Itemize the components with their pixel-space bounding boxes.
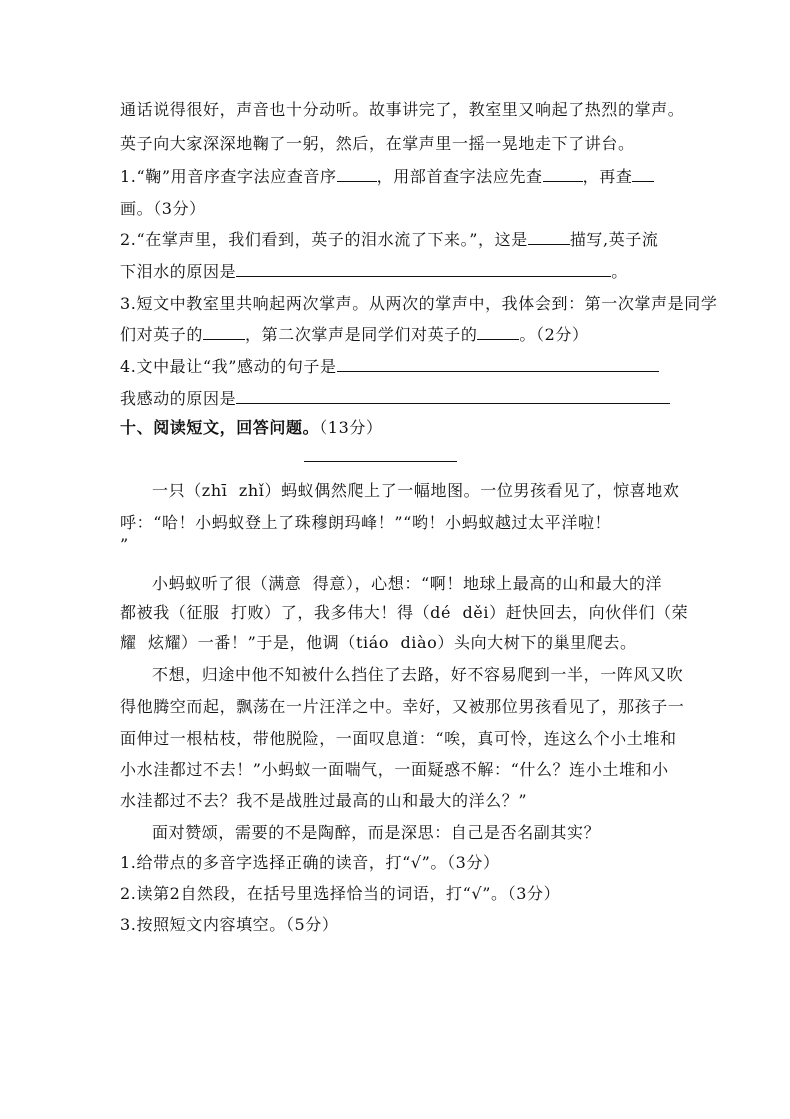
passage2-p3-line5: 水洼都过不去？我不是战胜过最高的山和最大的洋么？” xyxy=(120,791,528,810)
question-1-cont: 画。（3分） xyxy=(120,199,206,218)
passage2-p1-line3: ” xyxy=(120,535,129,554)
passage-title-blank[interactable] xyxy=(304,461,457,462)
q2-text-b: 描写,英子流 xyxy=(569,230,659,249)
question-1 xyxy=(120,167,654,187)
q1-blank-2[interactable] xyxy=(543,167,583,182)
section-10-heading xyxy=(120,418,383,438)
section10-question-2: 2.读第2自然段，在括号里选择恰当的词语，打“√”。（3分） xyxy=(120,884,561,903)
q1-text-b: ，用部首查字法应先查 xyxy=(376,167,543,186)
q4-text-b: 我感动的原因是 xyxy=(120,389,237,408)
question-2-cont xyxy=(120,262,628,282)
passage1-line1: 通话说得很好，声音也十分动听。故事讲完了，教室里又响起了热烈的掌声。 xyxy=(120,100,685,119)
q3-text-b: 们对英子的 xyxy=(120,325,204,344)
passage2-p3-line4: 小水洼都过不去！”小蚂蚁一面喘气，一面疑惑不解：“什么？连小土堆和小 xyxy=(120,760,669,779)
question-2 xyxy=(120,230,659,250)
section10-question-1: 1.给带点的多音字选择正确的读音，打“√”。（3分） xyxy=(120,853,500,872)
q2-text-c: 下泪水的原因是 xyxy=(120,262,237,281)
passage2-p3-line1: 不想，归途中他不知被什么挡住了去路，好不容易爬到一半，一阵风又吹 xyxy=(152,665,684,684)
passage2-p1-line2: 呼：“哈！小蚂蚁登上了珠穆朗玛峰！”“哟！小蚂蚁越过太平洋啦！ xyxy=(120,513,612,532)
question-4 xyxy=(120,357,659,377)
q3-text-c: ，第二次掌声是同学们对英子的 xyxy=(245,325,478,344)
passage1-line2: 英子向大家深深地鞠了一躬，然后，在掌声里一摇一晃地走下了讲台。 xyxy=(120,134,635,153)
q4-blank-1[interactable] xyxy=(337,357,659,372)
q4-text-a: 4.文中最让“我”感动的句子是 xyxy=(120,357,337,376)
q3-blank-1[interactable] xyxy=(203,325,245,340)
q1-blank-3[interactable] xyxy=(632,167,654,182)
question-4-cont xyxy=(120,389,670,409)
q2-text-d: 。 xyxy=(611,262,628,281)
passage2-p2-line1: 小蚂蚁听了很（满意 得意），心想：“啊！地球上最高的山和最大的洋 xyxy=(152,574,663,593)
passage2-p3-line2: 得他腾空而起，飘荡在一片汪洋之中。幸好，又被那位男孩看见了，那孩子一 xyxy=(120,697,685,716)
section-title: 十、阅读短文，回答问题。 xyxy=(120,418,320,437)
passage2-p2-line3: 耀 炫耀）一番！”于是，他调（tiáo diào）头向大树下的巢里爬去。 xyxy=(120,633,637,652)
section-score: （13分） xyxy=(319,418,383,437)
q2-blank-1[interactable] xyxy=(528,230,570,245)
section10-question-3: 3.按照短文内容填空。（5分） xyxy=(120,915,339,934)
question-3-cont xyxy=(120,325,589,345)
q2-blank-2[interactable] xyxy=(236,262,611,277)
q3-text-d: 。（2分） xyxy=(519,325,589,344)
q4-blank-2[interactable] xyxy=(236,389,670,404)
q1-blank-1[interactable] xyxy=(337,167,377,182)
q1-text-c: ，再查 xyxy=(582,167,633,186)
passage2-p2-line2: 都被我（征服 打败）了，我多伟大！得（dé děi）赶快回去，向伙伴们（荣 xyxy=(120,603,689,622)
q2-text-a: 2.“在掌声里，我们看到，英子的泪水流了下来。”，这是 xyxy=(120,230,528,249)
q1-text-a: 1.“鞠”用音序查字法应查音序 xyxy=(120,167,337,186)
passage2-p3-line3: 面伸过一根枯枝，带他脱险，一面叹息道：“唉，真可怜，连这么个小土堆和 xyxy=(120,729,677,748)
q3-blank-2[interactable] xyxy=(477,325,519,340)
question-3: 3.短文中教室里共响起两次掌声。从两次的掌声中，我体会到：第一次掌声是同学 xyxy=(120,294,718,313)
passage2-p1-line1: 一只（zhī zhǐ）蚂蚁偶然爬上了一幅地图。一位男孩看见了，惊喜地欢 xyxy=(152,481,680,500)
passage2-p4-line1: 面对赞颂，需要的不是陶醉，而是深思：自己是否名副其实？ xyxy=(152,823,601,842)
